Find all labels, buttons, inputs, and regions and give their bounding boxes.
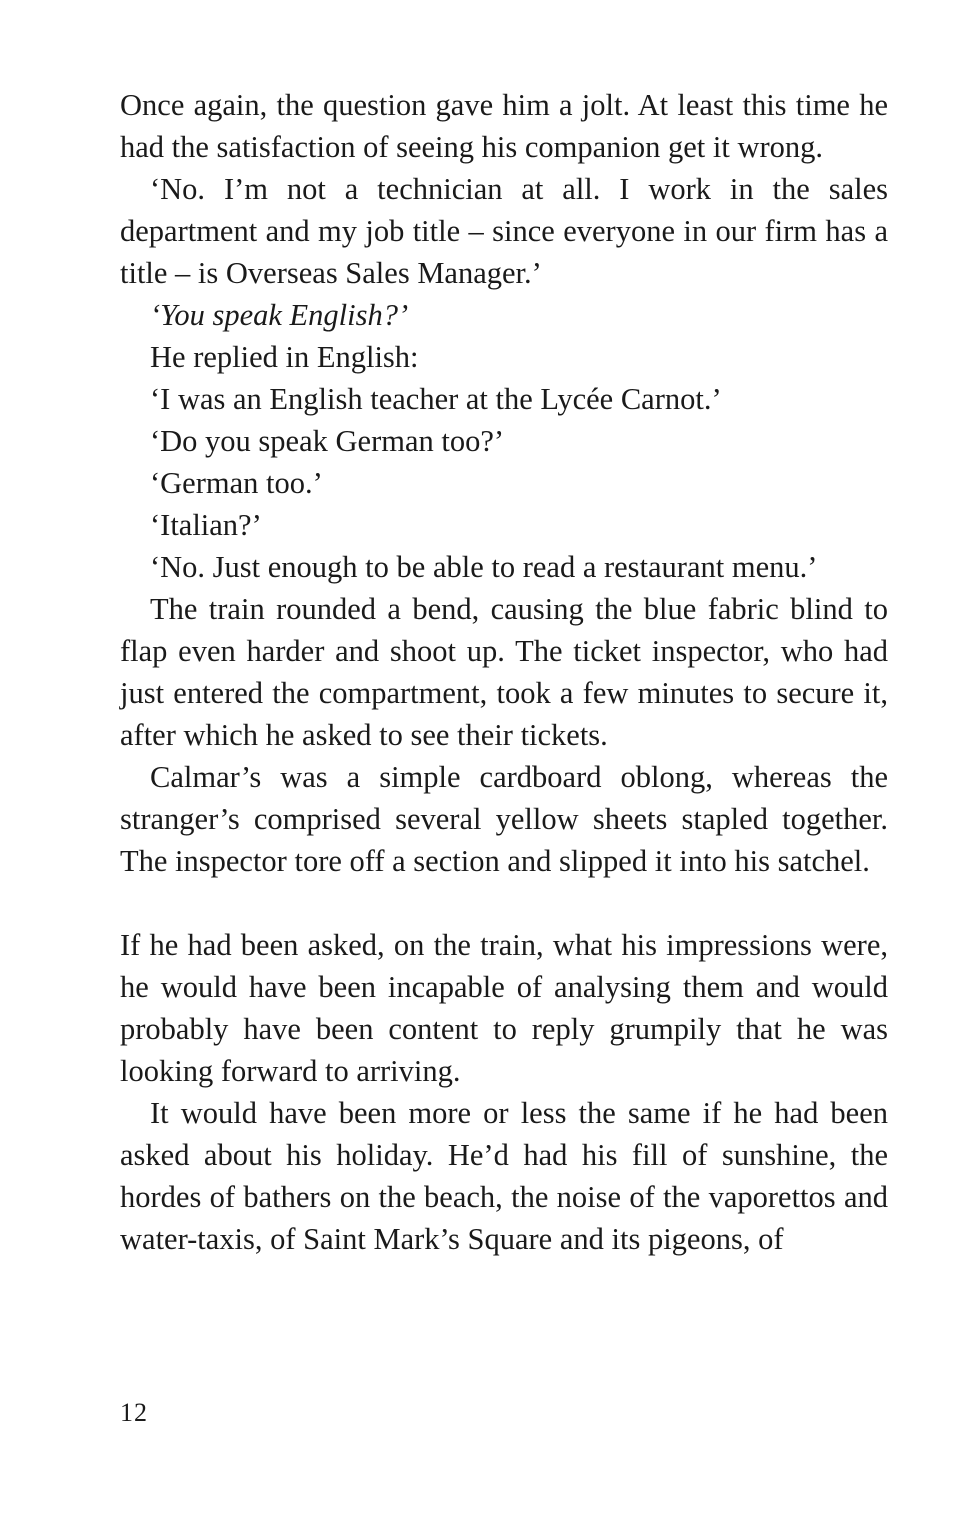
- paragraph: It would have been more or less the same if he had been asked about his holiday. He’d had his fill of sunshine, the hordes of bathers on the beach, the noise of the vaporettos and water-taxis, of Saint Mark’s Square and its pigeons, of: [120, 1096, 888, 1256]
- paragraph: ‘No. Just enough to be able to read a restaurant menu.’: [150, 550, 818, 584]
- section-break: [120, 882, 888, 924]
- page-number: 12: [120, 1398, 148, 1427]
- paragraph: The train rounded a bend, causing the blue fabric blind to flap even harder and shoot up. The ticket inspector, who had just entered the compartment, took a few minutes to secure it, after which he asked to see their tickets.: [120, 592, 888, 752]
- paragraph: If he had been asked, on the train, what his impressions were, he would have been incapable of analysing them and would probably have been content to reply grumpily that he was looking forward to arriving.: [120, 928, 888, 1088]
- paragraph: ‘I was an English teacher at the Lycée Carnot.’: [150, 382, 722, 416]
- paragraph: Once again, the question gave him a jolt. At least this time he had the satisfaction of seeing his companion get it wrong.: [120, 88, 888, 164]
- page-body: [120, 84, 888, 1260]
- paragraph-italic: ‘You speak English?’: [150, 298, 409, 332]
- paragraph: ‘No. I’m not a technician at all. I work in the sales department and my job title – since everyone in our firm has a title – is Overseas Sales Manager.’: [120, 172, 888, 290]
- paragraph: ‘Do you speak German too?’: [150, 424, 505, 458]
- paragraph: Calmar’s was a simple cardboard oblong, whereas the stranger’s comprised several yellow sheets stapled together. The inspector tore off a section and slipped it into his satchel.: [120, 760, 888, 878]
- paragraph: ‘German too.’: [150, 466, 323, 500]
- paragraph: ‘Italian?’: [150, 508, 262, 542]
- paragraph: He replied in English:: [150, 340, 419, 374]
